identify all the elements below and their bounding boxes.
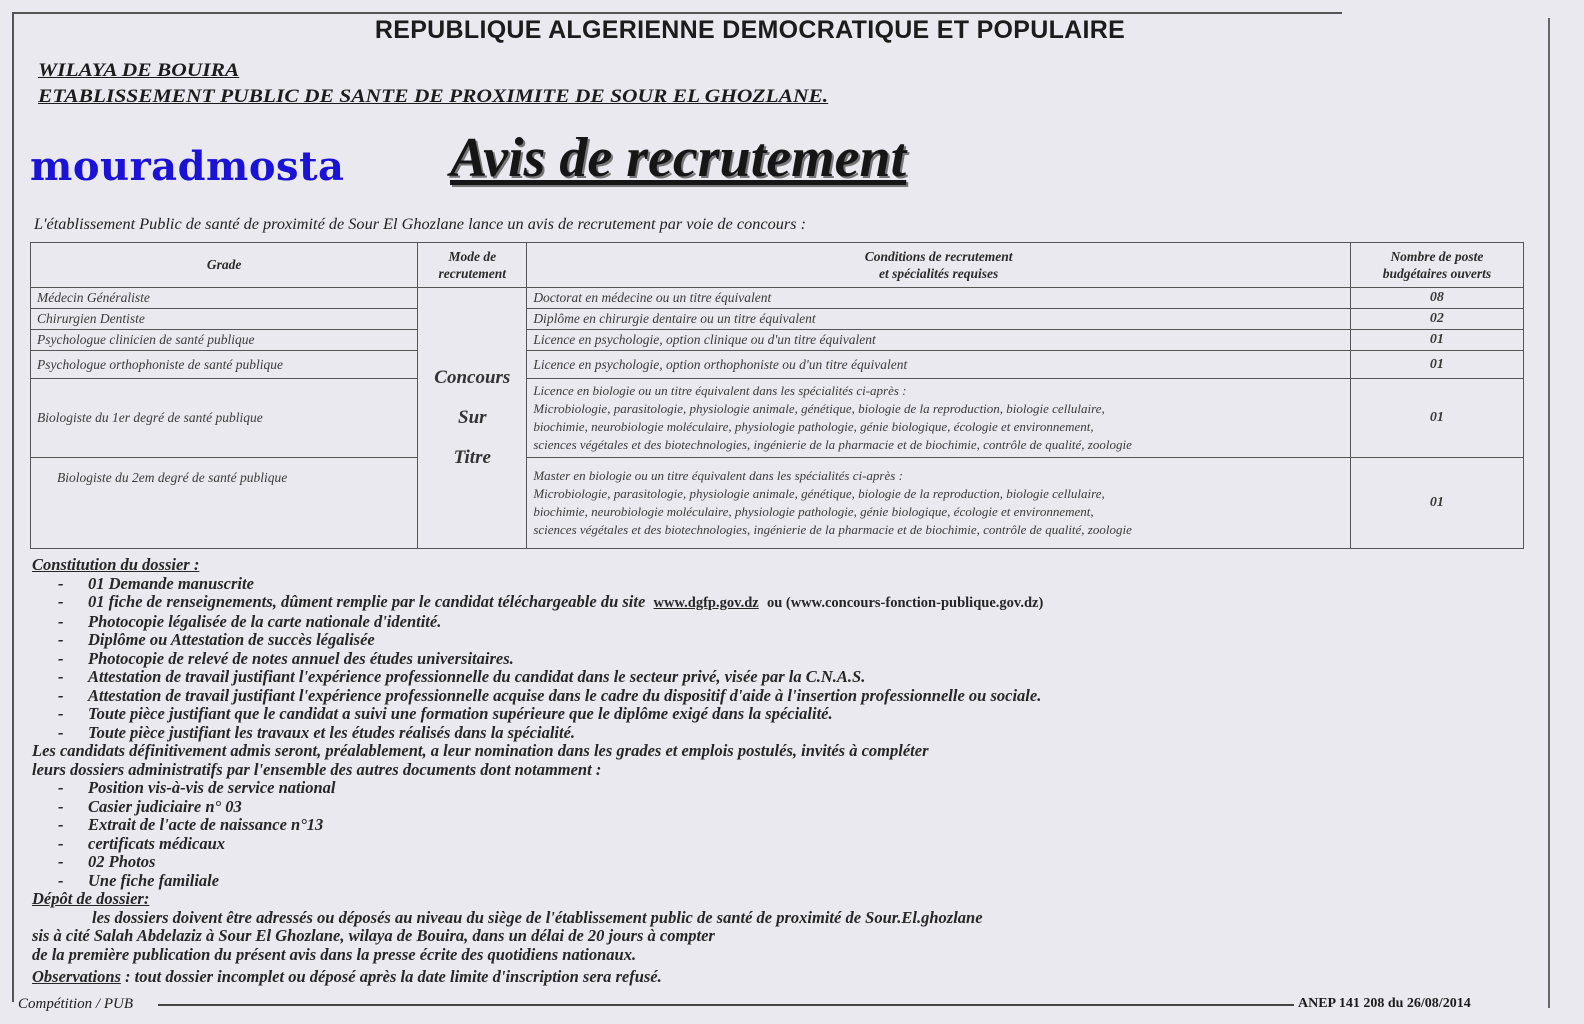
count-cell: 01 xyxy=(1350,330,1523,351)
dossier-heading: Constitution du dossier : xyxy=(32,555,200,574)
list-item-text: Position vis-à-vis de service national xyxy=(88,778,336,797)
list-item xyxy=(58,650,1532,669)
conditions-cell: Diplôme en chirurgie dentaire ou un titre équivalent xyxy=(527,309,1351,330)
table-row xyxy=(31,288,1524,309)
list-item xyxy=(58,631,1532,650)
list-item xyxy=(58,835,1532,854)
conditions-line: Microbiologie, parasitologie, physiologie animale, génétique, biologie de la reproduction, biologie cellulaire, xyxy=(533,401,1105,416)
establishment-label: ETABLISSEMENT PUBLIC DE SANTE DE PROXIMITE DE SOUR EL GHOZLANE. xyxy=(38,86,829,107)
border-left xyxy=(12,12,14,1002)
border-top xyxy=(12,12,1342,14)
list-item-text: Une fiche familiale xyxy=(88,870,220,890)
admis-line2: leurs dossiers administratifs par l'ensemble des autres documents dont notamment : xyxy=(32,759,602,779)
list-item-text: Casier judiciaire n° 03 xyxy=(88,796,242,816)
conditions-cell: Doctorat en médecine ou un titre équivalent xyxy=(527,288,1351,309)
admis-line1: Les candidats définitivement admis seront, préalablement, a leur nomination dans les grades et emplois postulés, invités à compléter xyxy=(32,741,929,760)
observations-label: Observations xyxy=(32,967,121,986)
grade-cell: Biologiste du 2em degré de santé publique xyxy=(31,458,418,549)
conditions-cell xyxy=(527,379,1351,458)
mode-header-line1: Mode de xyxy=(448,249,497,264)
list-item xyxy=(58,593,1532,613)
list-item-text: Attestation de travail justifiant l'expérience professionnelle du candidat dans le secteur privé, visée par la C.N.A.S. xyxy=(88,667,866,686)
list-item xyxy=(58,853,1532,872)
conditions-line: Master en biologie ou un titre équivalent dans les spécialités ci-après : xyxy=(533,468,903,483)
grade-header: Grade xyxy=(31,243,418,288)
conditions-cell: Licence en psychologie, option clinique ou d'un titre équivalent xyxy=(527,330,1351,351)
count-header xyxy=(1350,243,1523,288)
wilaya-label: WILAYA DE BOUIRA xyxy=(38,60,240,81)
watermark-text: mouradmosta xyxy=(30,143,345,190)
conditions-line: biochimie, neurobiologie moléculaire, physiologie pathologie, génie biologique, écologie et environnement, xyxy=(533,419,1094,434)
count-cell: 01 xyxy=(1350,351,1523,379)
conditions-line: biochimie, neurobiologie moléculaire, physiologie pathologie, génie biologique, écologie et environnement, xyxy=(533,504,1094,519)
count-header-line1: Nombre de poste xyxy=(1390,249,1484,264)
depot-line1: les dossiers doivent être adressés ou déposés au niveau du siège de l'établissement public de santé de proximité de Sour.El.ghozlane xyxy=(92,907,983,927)
footer-right: ANEP 141 208 du 26/08/2014 xyxy=(1298,996,1471,1011)
grade-cell: Psychologue clinicien de santé publique xyxy=(31,330,418,351)
list-item xyxy=(58,798,1532,817)
list-item xyxy=(58,816,1532,835)
conditions-line: sciences végétales et des biotechnologies, ingénierie de la pharmacie et de biochimie, contrôle de qualité, zoologie xyxy=(533,522,1132,537)
mode-line: Sur xyxy=(458,407,487,428)
grade-cell: Psychologue orthophoniste de santé publique xyxy=(31,351,418,379)
count-cell: 08 xyxy=(1350,288,1523,309)
mode-line: Concours xyxy=(434,367,511,388)
table-row xyxy=(31,309,1524,330)
conditions-cell: Licence en psychologie, option orthophoniste ou d'un titre équivalent xyxy=(527,351,1351,379)
list-item-text: Diplôme ou Attestation de succès légalisée xyxy=(88,630,375,649)
grade-cell: Biologiste du 1er degré de santé publique xyxy=(31,379,418,458)
observations-text: : tout dossier incomplet ou déposé après la date limite d'inscription sera refusé. xyxy=(125,967,662,986)
list-item-text: 02 Photos xyxy=(88,852,156,871)
concours-link[interactable]: ou (www.concours-fonction-publique.gov.dz) xyxy=(766,595,1044,611)
count-cell: 02 xyxy=(1350,309,1523,330)
table-row xyxy=(31,458,1524,549)
dossier-section xyxy=(32,556,1532,987)
admis-list xyxy=(32,779,1532,890)
conditions-line: Microbiologie, parasitologie, physiologie animale, génétique, biologie de la reproduction, biologie cellulaire, xyxy=(533,486,1105,501)
recruitment-table xyxy=(30,242,1524,549)
list-item-text: 01 fiche de renseignements, dûment remplie par le candidat téléchargeable du site xyxy=(88,592,646,611)
conditions-header xyxy=(527,243,1351,288)
depot-heading: Dépôt de dossier: xyxy=(32,889,150,908)
depot-line3: de la première publication du présent avis dans la presse écrite des quotidiens nationaux. xyxy=(32,944,637,964)
conditions-header-line2: et spécialités requises xyxy=(878,266,999,281)
observations-line xyxy=(32,968,1532,987)
dossier-list xyxy=(32,575,1532,743)
mode-cell xyxy=(418,288,527,549)
list-item-text: Toute pièce justifiant les travaux et les études réalisés dans la spécialité. xyxy=(88,722,576,742)
border-right xyxy=(1548,18,1550,1008)
mode-line: Titre xyxy=(453,447,491,468)
list-item-text: Photocopie de relevé de notes annuel des études universitaires. xyxy=(88,648,514,668)
conditions-cell xyxy=(527,458,1351,549)
table-row xyxy=(31,351,1524,379)
list-item xyxy=(58,613,1532,632)
intro-text: L'établissement Public de santé de proximité de Sour El Ghozlane lance un avis de recrutement par voie de concours : xyxy=(34,216,807,233)
conditions-line: sciences végétales et des biotechnologies, ingénierie de la pharmacie et de biochimie, contrôle de qualité, zoologie xyxy=(533,437,1132,452)
footer-left: Compétition / PUB xyxy=(18,996,133,1012)
mode-header xyxy=(418,243,527,288)
list-item xyxy=(58,687,1532,706)
list-item-text: Extrait de l'acte de naissance n°13 xyxy=(88,815,324,834)
list-item xyxy=(58,872,1532,891)
notice-title: Avis de recrutement xyxy=(450,127,907,189)
list-item xyxy=(58,724,1532,743)
conditions-header-line1: Conditions de recrutement xyxy=(864,249,1013,264)
republic-header: REPUBLIQUE ALGERIENNE DEMOCRATIQUE ET POPULAIRE xyxy=(374,16,1126,44)
table-header-row xyxy=(31,243,1524,288)
grade-cell: Chirurgien Dentiste xyxy=(31,309,418,330)
list-item xyxy=(58,779,1532,798)
list-item-text: Photocopie légalisée de la carte nationale d'identité. xyxy=(88,611,442,631)
list-item-text: Attestation de travail justifiant l'expérience professionnelle acquise dans le cadre du dispositif d'aide à l'insertion professionnelle ou sociale. xyxy=(88,685,1042,705)
list-item-text: 01 Demande manuscrite xyxy=(88,573,254,593)
conditions-line: Licence en biologie ou un titre équivalent dans les spécialités ci-après : xyxy=(533,383,907,398)
dgfp-link[interactable]: www.dgfp.gov.dz xyxy=(653,595,759,611)
count-header-line2: budgétaires ouverts xyxy=(1382,266,1492,281)
list-item xyxy=(58,668,1532,687)
table-row xyxy=(31,330,1524,351)
mode-header-line2: recrutement xyxy=(438,266,507,281)
table-row xyxy=(31,379,1524,458)
depot-line2: sis à cité Salah Abdelaziz à Sour El Ghozlane, wilaya de Bouira, dans un délai de 20 jours à compter xyxy=(32,926,715,945)
list-item xyxy=(58,575,1532,594)
list-item-text: certificats médicaux xyxy=(88,833,226,853)
list-item-text: Toute pièce justifiant que le candidat a suivi une formation supérieure que le diplôme exigé dans la spécialité. xyxy=(88,704,833,723)
footer-divider xyxy=(158,1004,1294,1006)
count-cell: 01 xyxy=(1350,458,1523,549)
grade-cell: Médecin Généraliste xyxy=(31,288,418,309)
list-item xyxy=(58,705,1532,724)
count-cell: 01 xyxy=(1350,379,1523,458)
